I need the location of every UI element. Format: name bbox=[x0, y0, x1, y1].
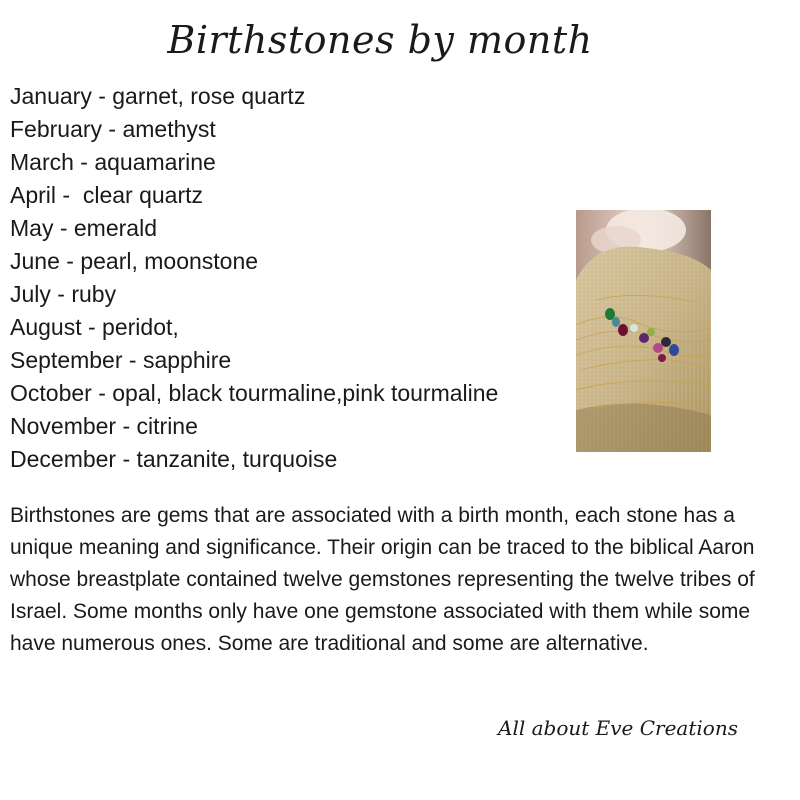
list-item: August - peridot, bbox=[10, 314, 179, 340]
list-item: December - tanzanite, turquoise bbox=[10, 446, 338, 472]
birthstone-list bbox=[10, 80, 498, 476]
list-item: July - ruby bbox=[10, 281, 117, 307]
list-item: October - opal, black tourmaline,pink tourmaline bbox=[10, 380, 499, 406]
list-item: November - citrine bbox=[10, 413, 198, 439]
list-item: January - garnet, rose quartz bbox=[10, 83, 306, 109]
list-item: March - aquamarine bbox=[10, 149, 216, 175]
list-item: February - amethyst bbox=[10, 116, 216, 142]
list-item: June - pearl, moonstone bbox=[10, 248, 259, 274]
bracelet-photo bbox=[576, 210, 711, 452]
list-item: May - emerald bbox=[10, 215, 157, 241]
list-item: April - clear quartz bbox=[10, 182, 204, 208]
page-title: Birthstones by month bbox=[167, 18, 593, 62]
list-item: September - sapphire bbox=[10, 347, 232, 373]
signature: All about Eve Creations bbox=[498, 716, 738, 740]
description-paragraph: Birthstones are gems that are associated with a birth month, each stone has a unique meaning and significance. Their origin can be traced to the biblical Aaron whose breastplate contained twelve gemstones representing the twelve tribes of Israel. Some months only have one gemstone associated with them while some have numerous ones. Some are traditional and some are alternative. bbox=[10, 504, 755, 655]
